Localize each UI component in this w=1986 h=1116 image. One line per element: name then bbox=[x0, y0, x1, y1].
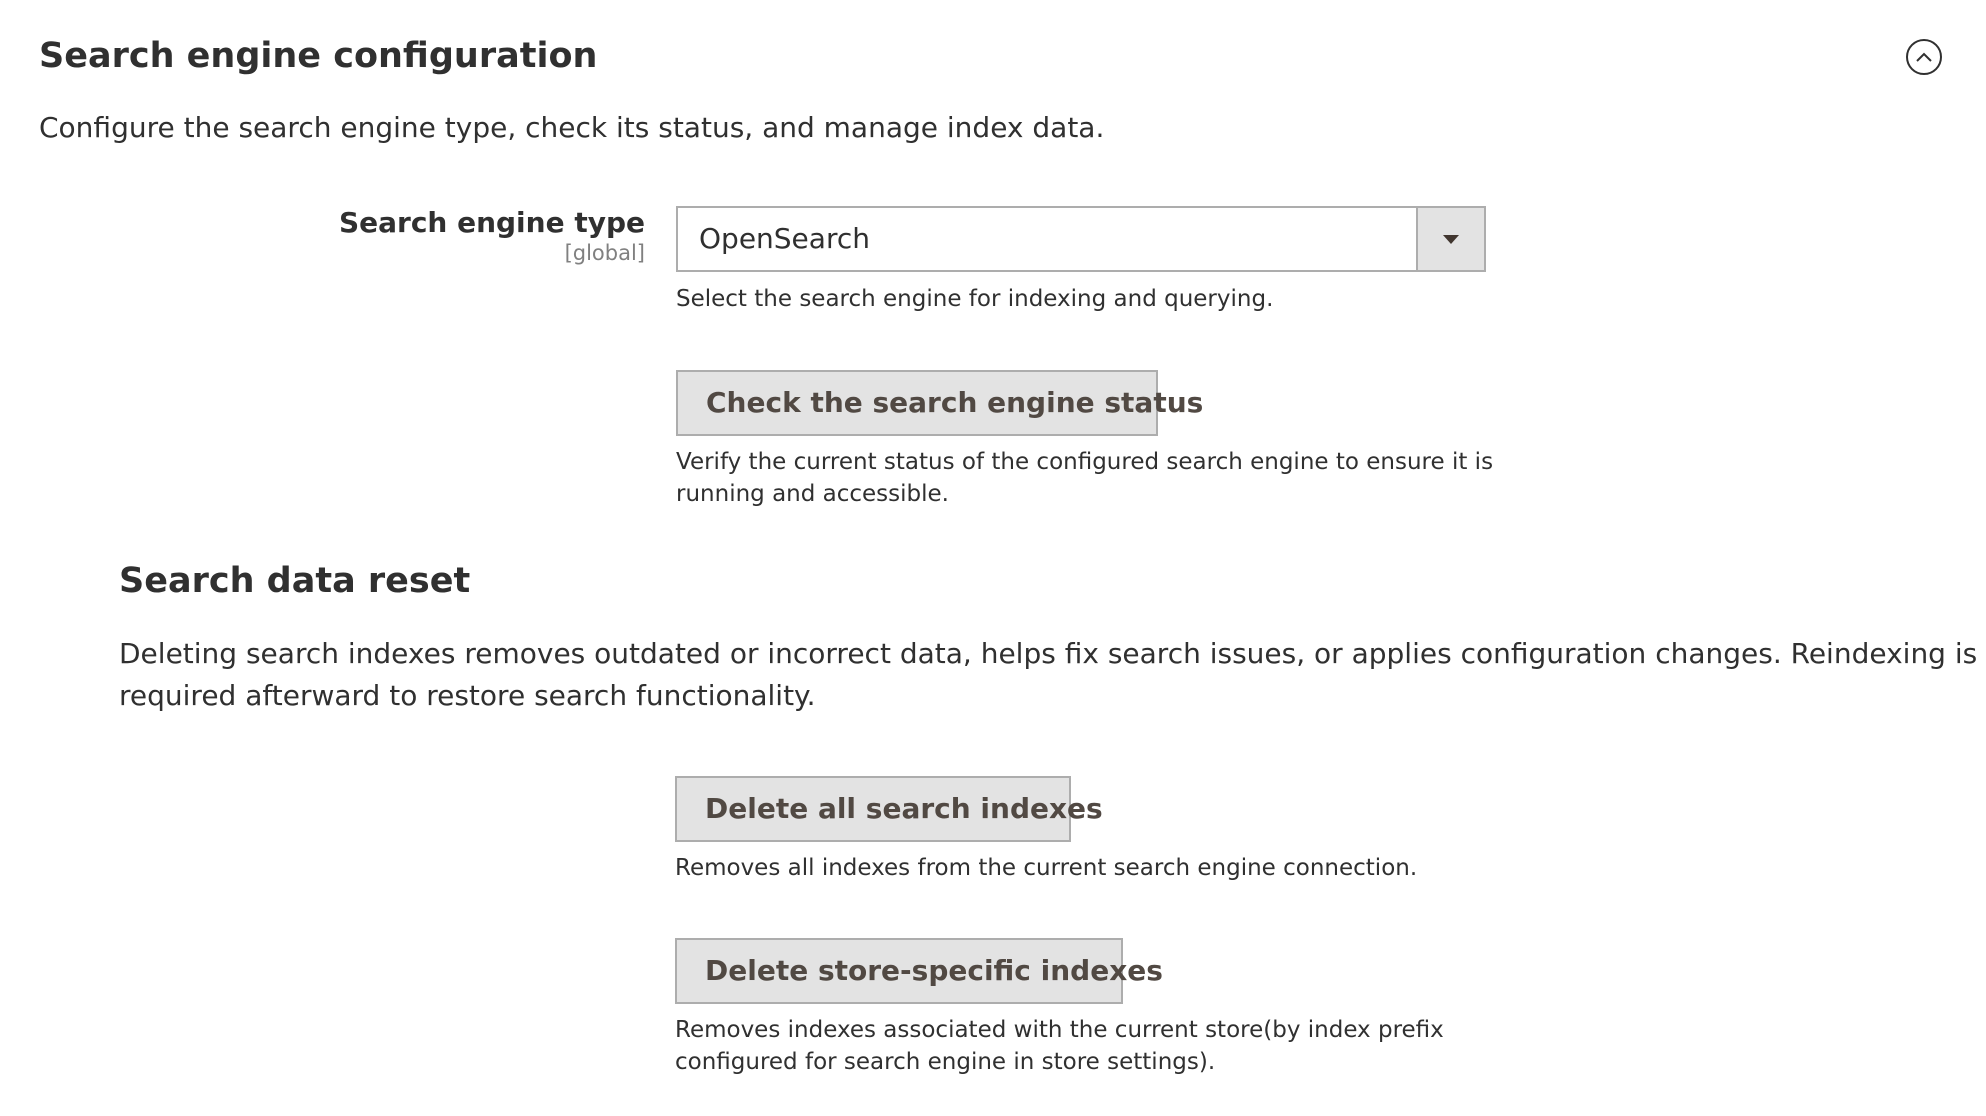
delete-all-indexes-button[interactable]: Delete all search indexes bbox=[675, 776, 1071, 842]
status-check-note: Verify the current status of the configured search engine to ensure it is running and accessible. bbox=[676, 449, 1494, 507]
field-label-text: Search engine type bbox=[338, 206, 645, 239]
section-title: Search engine configuration bbox=[39, 36, 598, 76]
search-data-reset-title: Search data reset bbox=[119, 561, 471, 601]
scope-label: [global] bbox=[564, 241, 645, 265]
delete-all-indexes-note: Removes all indexes from the current search engine connection. bbox=[675, 855, 1418, 881]
check-search-engine-status-button[interactable]: Check the search engine status bbox=[676, 370, 1158, 436]
select-value: OpenSearch bbox=[699, 222, 870, 255]
search-data-reset-description: Deleting search indexes removes outdated or incorrect data, helps fix search issues, or applies configuration changes. Reindexing is required afterward to restore search functionality. bbox=[119, 637, 1978, 712]
delete-store-indexes-button[interactable]: Delete store-specific indexes bbox=[675, 938, 1123, 1004]
chevron-up-icon bbox=[1915, 51, 1933, 63]
section-description: Configure the search engine type, check its status, and manage index data. bbox=[39, 111, 1105, 144]
search-engine-type-note: Select the search engine for indexing and querying. bbox=[676, 286, 1274, 312]
collapse-section-button[interactable] bbox=[1906, 39, 1942, 75]
select-toggle[interactable] bbox=[1416, 208, 1484, 270]
delete-store-indexes-note: Removes indexes associated with the current store(by index prefix configured for search engine in store settings). bbox=[675, 1017, 1444, 1075]
search-engine-type-label bbox=[339, 206, 645, 266]
search-engine-type-select[interactable] bbox=[676, 206, 1486, 272]
caret-down-icon bbox=[1443, 235, 1459, 244]
